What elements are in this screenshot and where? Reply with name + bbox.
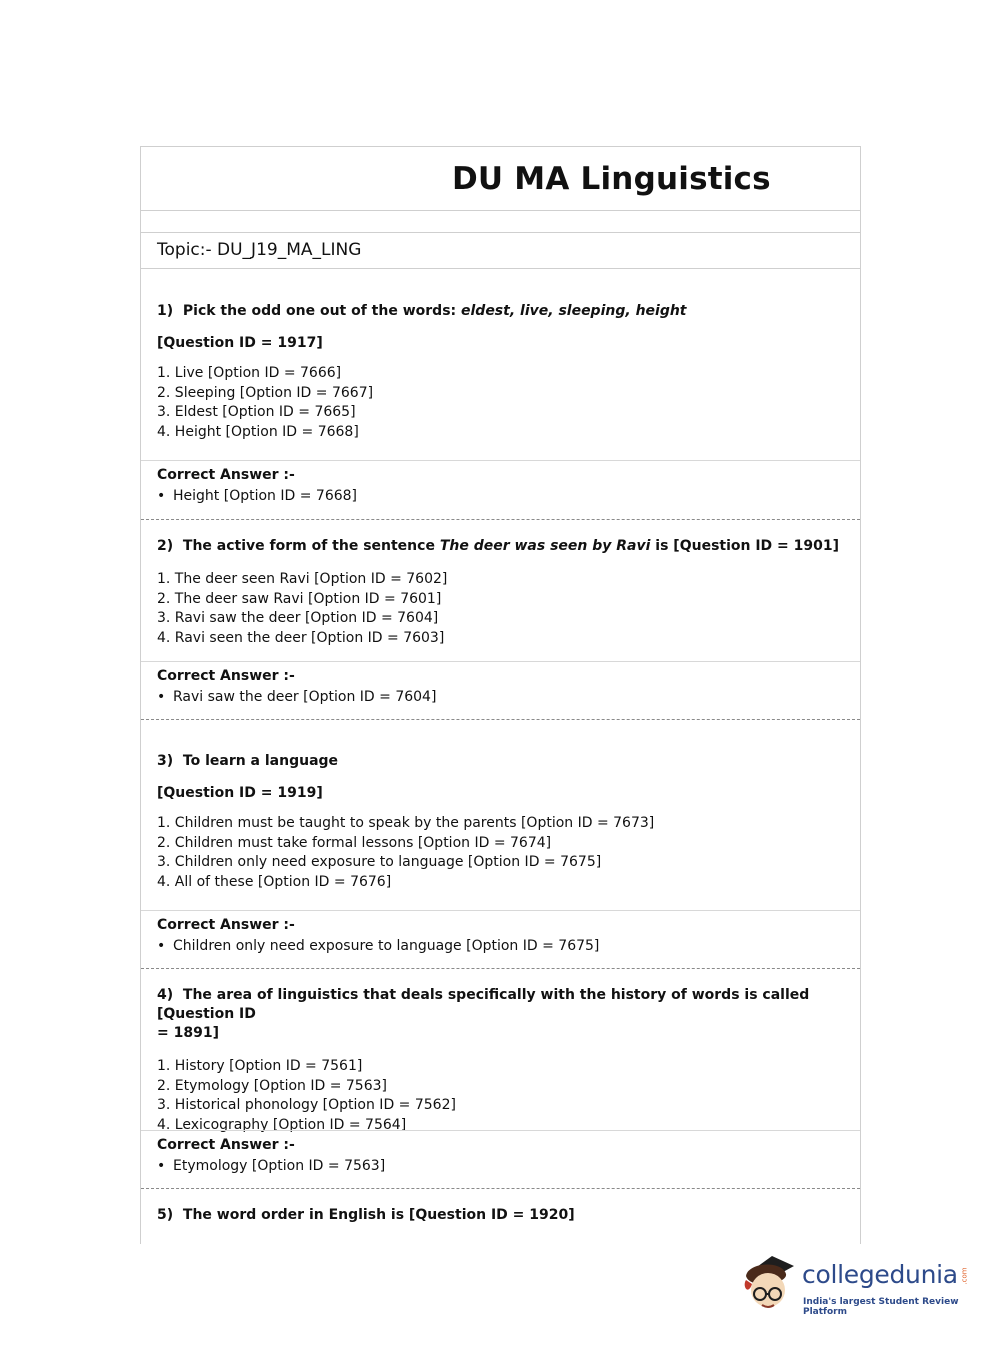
question-stem-end: is [Question ID = 1901] (650, 538, 840, 554)
question-2 (141, 537, 860, 648)
question-stem: The word order in English is [Question ID = 1920] (182, 1207, 575, 1223)
question-stem: The active form of the sentence (182, 538, 440, 554)
answer-text: Children only need exposure to language [Option ID = 7675] (173, 938, 600, 954)
options-list (157, 364, 844, 442)
question-id: [Question ID = 1919] (157, 785, 323, 801)
title-row (141, 147, 860, 211)
brand-tagline: India's largest Student Review Platform (803, 1297, 959, 1317)
answer-text: Ravi saw the deer [Option ID = 7604] (173, 689, 437, 705)
answer-2 (141, 668, 860, 705)
option: 2. Children must take formal lessons [Option ID = 7674] (157, 834, 552, 851)
dashed-divider (141, 519, 860, 520)
question-1 (141, 302, 860, 442)
answer-heading: Correct Answer :- (157, 1137, 295, 1153)
answer-heading: Correct Answer :- (157, 668, 295, 684)
answer-3 (141, 917, 860, 954)
collegedunia-logo (742, 1250, 972, 1318)
question-3 (141, 752, 860, 892)
option: 1. The deer seen Ravi [Option ID = 7602] (157, 571, 448, 587)
option: 3. Ravi saw the deer [Option ID = 7604] (157, 610, 439, 626)
question-number: 4) (157, 987, 174, 1003)
question-text (157, 1206, 844, 1225)
answer-text: Etymology [Option ID = 7563] (173, 1158, 386, 1174)
option: 3. Historical phonology [Option ID = 7562] (157, 1097, 456, 1113)
question-5 (141, 1206, 860, 1225)
mascot-icon (742, 1250, 802, 1318)
topic-label: Topic:- DU_J19_MA_LING (141, 233, 860, 269)
option: 4. Lexicography [Option ID = 7564] (157, 1116, 407, 1133)
spacer-row (141, 211, 860, 233)
divider (141, 910, 860, 911)
option: 3. Eldest [Option ID = 7665] (157, 404, 356, 420)
divider (141, 1130, 860, 1131)
option: 2. Etymology [Option ID = 7563] (157, 1077, 387, 1094)
question-number: 3) (157, 753, 174, 769)
question-number: 2) (157, 538, 174, 554)
answer-1 (141, 467, 860, 504)
option: 3. Children only need exposure to language [Option ID = 7675] (157, 854, 602, 870)
question-id: [Question ID = 1917] (157, 335, 323, 351)
option: 4. Height [Option ID = 7668] (157, 423, 359, 440)
question-emphasis: The deer was seen by Ravi (439, 538, 651, 554)
brand-name: collegedunia (802, 1260, 958, 1289)
answer-text: Height [Option ID = 7668] (173, 488, 357, 504)
dashed-divider (141, 968, 860, 969)
question-stem: The area of linguistics that deals specifically with the history of words is called [Question ID (157, 987, 810, 1022)
option: 4. Ravi seen the deer [Option ID = 7603] (157, 629, 445, 646)
question-number: 1) (157, 303, 174, 319)
option: 1. Live [Option ID = 7666] (157, 365, 342, 381)
divider (141, 460, 860, 461)
divider (141, 661, 860, 662)
option: 1. History [Option ID = 7561] (157, 1058, 363, 1074)
question-stem: Pick the odd one out of the words: (182, 303, 461, 319)
option: 2. Sleeping [Option ID = 7667] (157, 384, 374, 401)
correct-answer: • Children only need exposure to language [Option ID = 7675] (157, 938, 600, 954)
options-list (157, 1057, 844, 1135)
option: 2. The deer saw Ravi [Option ID = 7601] (157, 590, 442, 607)
question-emphasis: eldest, live, sleeping, height (461, 303, 687, 319)
question-paper (140, 146, 861, 1244)
answer-4 (141, 1137, 860, 1174)
dashed-divider (141, 1188, 860, 1189)
brand-domain: .com (960, 1267, 969, 1285)
answer-heading: Correct Answer :- (157, 917, 295, 933)
options-list (157, 814, 844, 892)
answer-heading: Correct Answer :- (157, 467, 295, 483)
option: 4. All of these [Option ID = 7676] (157, 873, 392, 890)
question-text (157, 752, 844, 771)
question-stem-cont: = 1891] (157, 1025, 219, 1041)
question-stem: To learn a language (182, 753, 339, 769)
correct-answer: • Etymology [Option ID = 7563] (157, 1158, 386, 1174)
question-4 (141, 986, 860, 1135)
page-title: DU MA Linguistics (452, 161, 771, 197)
question-number: 5) (157, 1207, 174, 1223)
correct-answer: • Ravi saw the deer [Option ID = 7604] (157, 689, 437, 705)
dashed-divider (141, 719, 860, 720)
question-text (157, 537, 844, 556)
question-text (157, 302, 844, 321)
correct-answer: • Height [Option ID = 7668] (157, 488, 357, 504)
options-list (157, 570, 844, 648)
option: 1. Children must be taught to speak by the parents [Option ID = 7673] (157, 815, 655, 831)
question-text (157, 986, 844, 1043)
